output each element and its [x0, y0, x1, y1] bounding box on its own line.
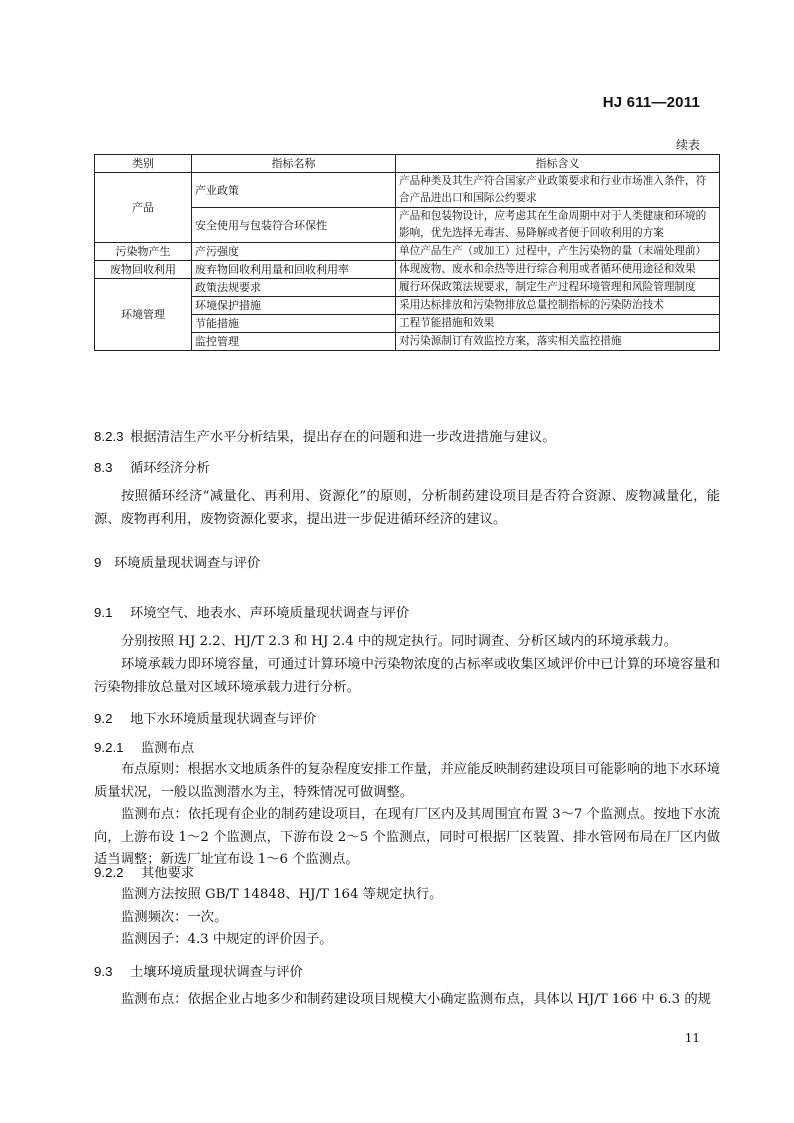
category-cell: 环境管理 — [95, 279, 192, 351]
indicator-meaning-cell: 对污染源制订有效监控方案，落实相关监控措施 — [396, 333, 720, 351]
section-9-1-heading — [94, 602, 720, 625]
indicator-meaning-cell: 产品种类及其生产符合国家产业政策要求和行业市场准入条件，符合产品进出口和国际公约要求 — [396, 173, 720, 208]
section-number: 9.2 — [94, 711, 113, 726]
category-cell: 产品 — [95, 173, 192, 243]
indicator-meaning-cell: 单位产品生产（或加工）过程中，产生污染物的量（末端处理前） — [396, 243, 720, 261]
table-row — [95, 261, 720, 279]
section-9-2-2-line-1: 监测方法按照 GB/T 14848、HJ/T 164 等规定执行。 — [121, 887, 443, 902]
indicator-name-cell: 节能措施 — [192, 315, 396, 333]
table-continued-label: 续表 — [675, 138, 700, 152]
table-row — [95, 279, 720, 297]
section-9-3-paragraph-1: 监测布点：依据企业占地多少和制药建设项目规模大小确定监测布点，具体以 HJ/T 166 中 6.3 的规 — [121, 992, 711, 1007]
table-row — [95, 243, 720, 261]
section-title: 环境质量现状调查与评价 — [114, 555, 261, 570]
section-number: 9 — [94, 555, 102, 570]
indicator-name-cell: 监控管理 — [192, 333, 396, 351]
section-9-2-1-paragraph-1: 布点原则：根据水文地质条件的复杂程度安排工作量，并应能反映制药建设项目可能影响的地下水环境质量状况，一般以监测潜水为主，特殊情况可做调整。 — [94, 762, 720, 800]
section-number: 8.3 — [94, 460, 113, 475]
section-9-2-2-line-3: 监测因子：4.3 中规定的评价因子。 — [121, 932, 333, 947]
table-row — [95, 173, 720, 208]
section-9-1-paragraph-2: 环境承载力即环境容量，可通过计算环境中污染物浓度的占标率或收集区域评价中已计算的环境容量和污染物排放总量对区域环境承载力进行分析。 — [94, 657, 720, 695]
section-number: 8.2.3 — [94, 429, 124, 444]
section-9-1-paragraph-1: 分别按照 HJ 2.2、HJ/T 2.3 和 HJ 2.4 中的规定执行。同时调查、分析区域内的环境承载力。 — [121, 634, 678, 649]
category-cell: 废物回收利用 — [95, 261, 192, 279]
section-title: 环境空气、地表水、声环境质量现状调查与评价 — [130, 605, 410, 620]
section-title: 其他要求 — [141, 866, 195, 881]
indicator-meaning-cell: 工程节能措施和效果 — [396, 315, 720, 333]
section-number: 9.3 — [94, 964, 113, 979]
indicator-meaning-cell: 采用达标排放和污染物排放总量控制指标的污染防治技术 — [396, 297, 720, 315]
header-indicator-name: 指标名称 — [192, 155, 396, 173]
indicator-name-cell: 安全使用与包装符合环保性 — [192, 208, 396, 243]
page-number: 11 — [684, 1031, 700, 1045]
section-title: 循环经济分析 — [130, 460, 210, 475]
indicator-name-cell: 产污强度 — [192, 243, 396, 261]
section-number: 9.2.2 — [94, 865, 124, 880]
section-9-2-1-paragraph-2: 监测布点：依托现有企业的制药建设项目，在现有厂区内及其周围宜布置 3～7 个监测点。按地下水流向，上游布设 1～2 个监测点，下游布设 2～5 个监测点，同时可根据厂区装置、排水管网布局在厂区内做适当调整；新选厂址宜布设 1～6 个监测点。 — [94, 807, 720, 867]
section-9-2-1-heading — [94, 737, 720, 761]
section-number: 9.2.1 — [94, 740, 124, 755]
section-9-3-heading — [94, 961, 720, 984]
standard-code: HJ 611—2011 — [602, 94, 700, 111]
section-title: 土壤环境质量现状调查与评价 — [130, 964, 303, 979]
section-title: 监测布点 — [141, 741, 195, 756]
indicator-name-cell: 产业政策 — [192, 173, 396, 208]
indicator-meaning-cell: 履行环保政策法规要求，制定生产过程环境管理和风险管理制度 — [396, 279, 720, 297]
section-number: 9.1 — [94, 605, 113, 620]
section-8-2-3 — [94, 426, 720, 450]
section-text: 根据清洁生产水平分析结果，提出存在的问题和进一步改进措施与建议。 — [130, 430, 556, 445]
header-category: 类别 — [95, 155, 192, 173]
section-9-2-heading — [94, 708, 720, 731]
section-8-3-paragraph: 按照循环经济“减量化、再利用、资源化”的原则，分析制药建设项目是否符合资源、废物减量化，能源、废物再利用，废物资源化要求，提出进一步促进循环经济的建议。 — [94, 489, 720, 527]
indicator-meaning-cell: 产品和包装物设计，应考虑其在生命周期中对于人类健康和环境的影响，优先选择无毒害、易降解或者便于回收利用的方案 — [396, 208, 720, 243]
section-9-heading — [94, 552, 720, 575]
table-header-row — [95, 155, 720, 173]
category-cell: 污染物产生 — [95, 243, 192, 261]
section-9-2-2-line-2: 监测频次：一次。 — [121, 910, 228, 925]
indicator-meaning-cell: 体现废物、废水和余热等进行综合利用或者循环使用途径和效果 — [396, 261, 720, 279]
section-9-2-2-heading — [94, 862, 720, 886]
indicator-name-cell: 政策法规要求 — [192, 279, 396, 297]
section-8-3-heading — [94, 457, 720, 480]
section-title: 地下水环境质量现状调查与评价 — [130, 711, 317, 726]
indicator-table — [94, 154, 720, 351]
indicator-name-cell: 环境保护措施 — [192, 297, 396, 315]
header-indicator-meaning: 指标含义 — [396, 155, 720, 173]
indicator-name-cell: 废弃物回收利用量和回收利用率 — [192, 261, 396, 279]
